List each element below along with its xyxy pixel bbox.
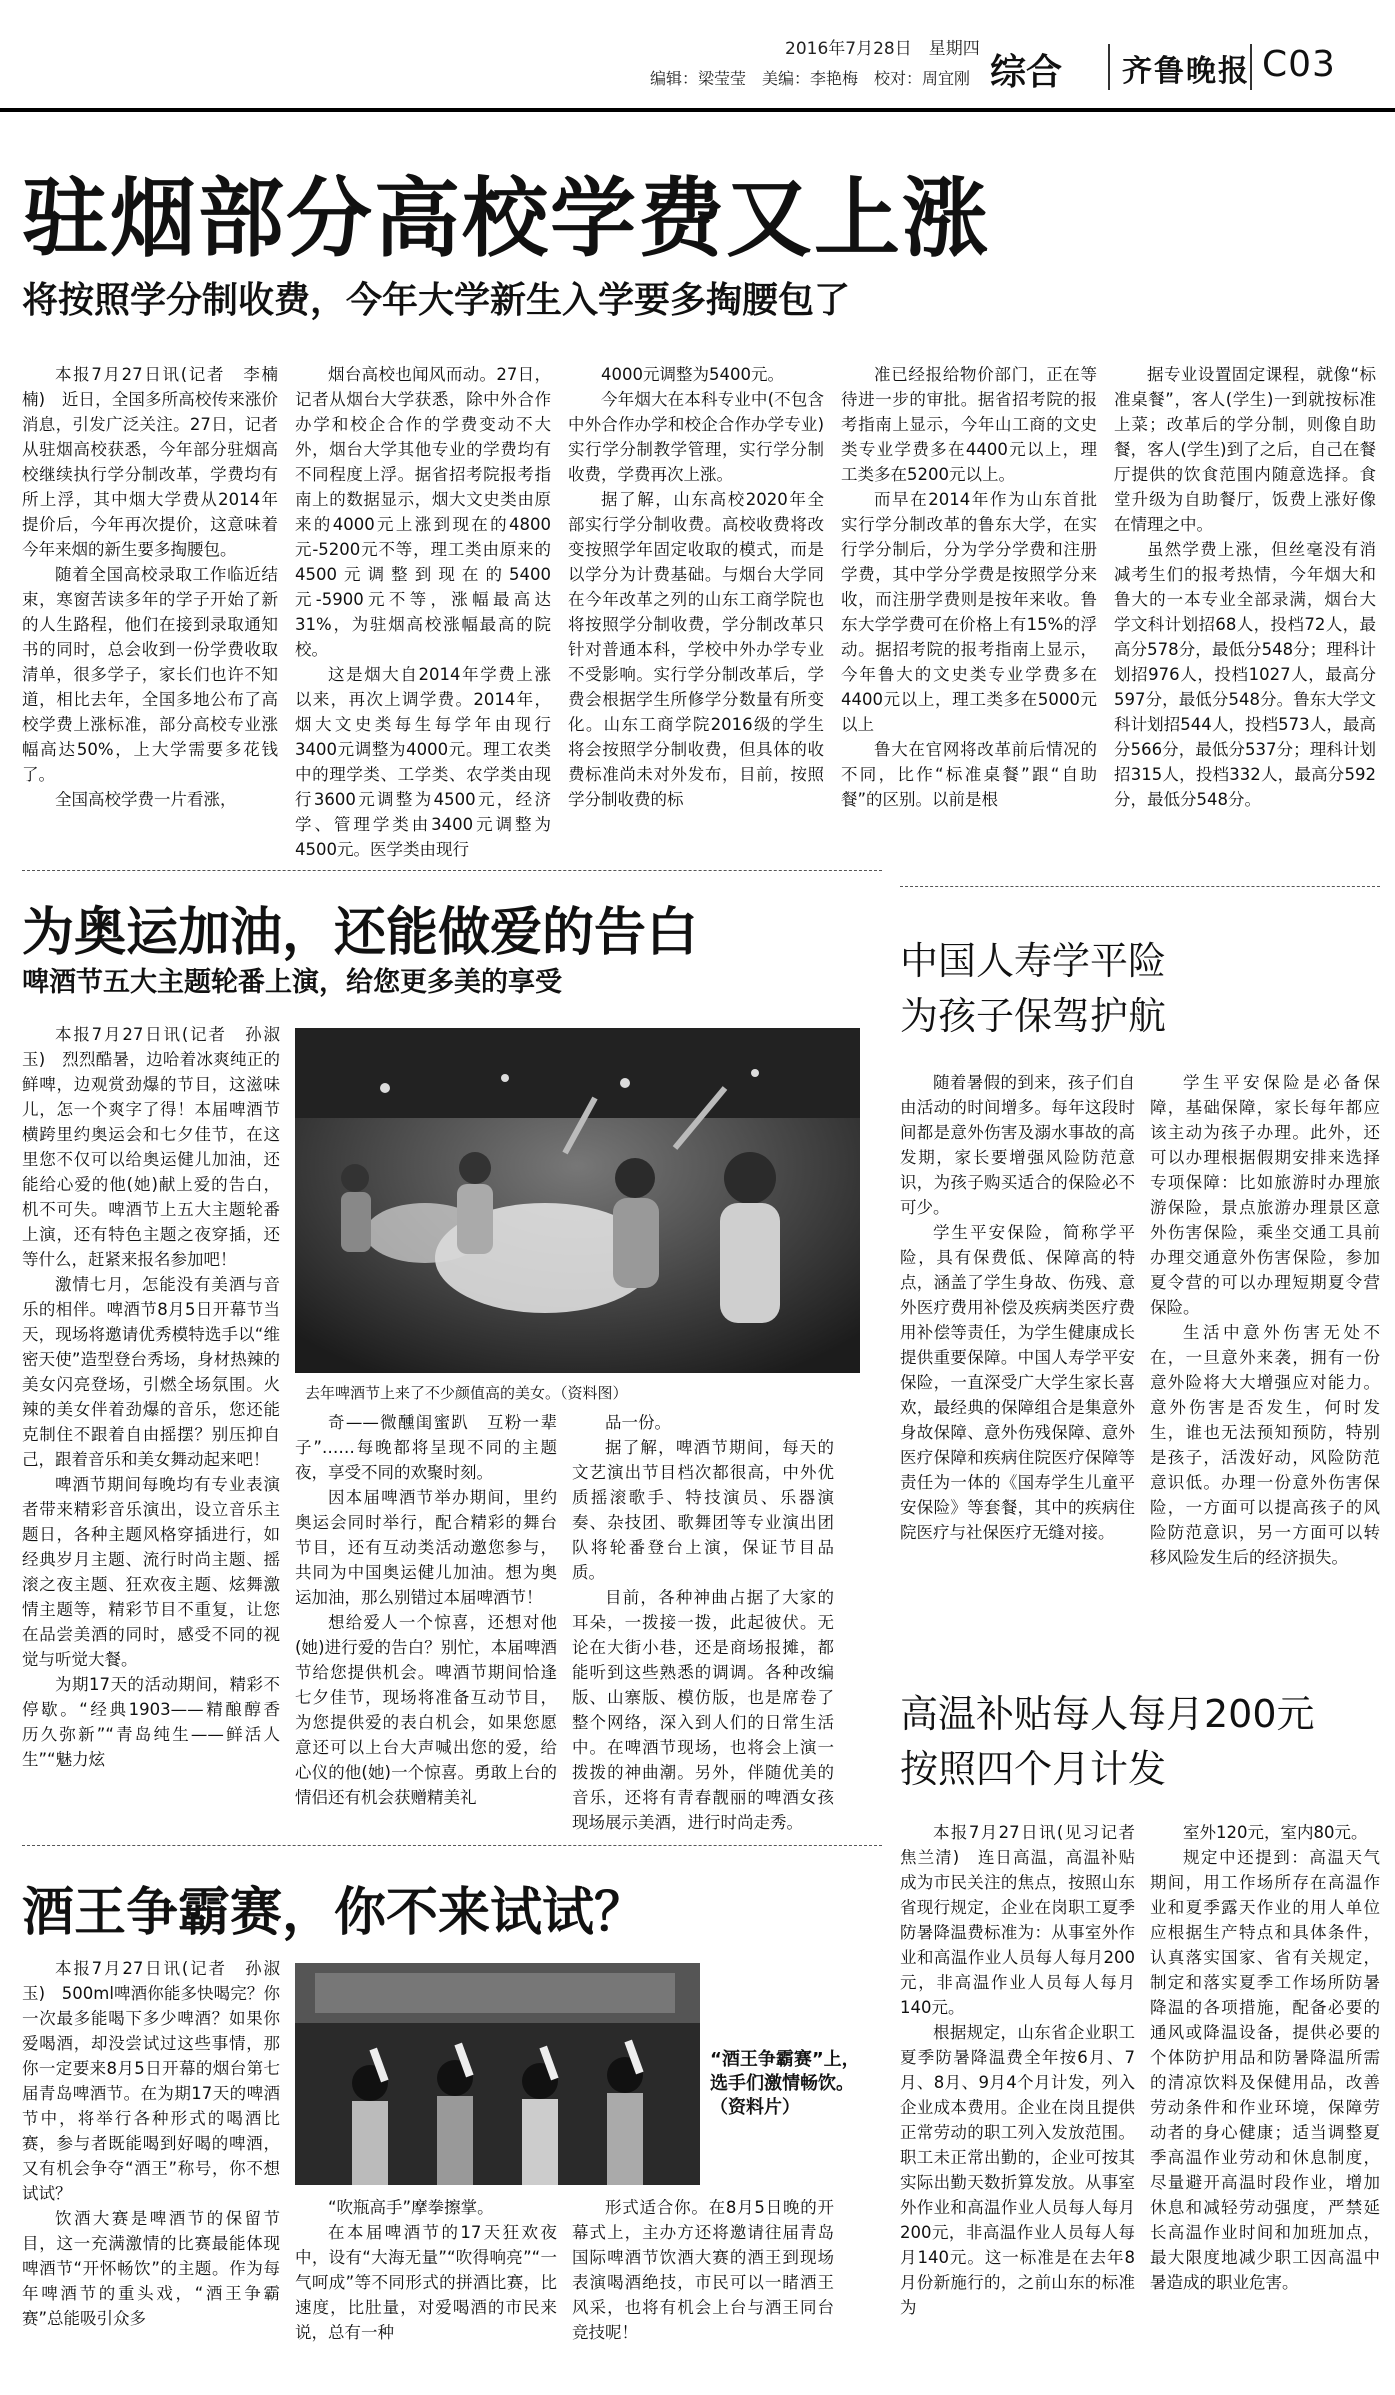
article-paragraph: 据了解，山东高校2020年全部实行学分制收费。高校收费将改变按照学年固定收取的模式，而是以学分为计费基础。与烟台大学同在今年改革之列的山东工商学院也将按照学分制收费，学分制改革只针对普通本科，学校中外办学专业不受影响。实行学分制改革后，学费会根据学生所修学分数量有所变化。山东工商学院2016级的学生将会按照学分制收费，但具体的收费标准尚未对外发布，目前，按照学分制收费的标	[568, 490, 824, 809]
header-divider	[1250, 44, 1252, 90]
article-paragraph: 形式适合你。在8月5日晚的开幕式上，主办方还将邀请往届青岛国际啤酒节饮酒大赛的酒王到现场表演喝酒绝技，市民可以一睹酒王风采，也将有机会上台与酒王同台竞技呢！	[572, 2198, 834, 2342]
photo-caption: “酒王争霸赛”上，选手们激情畅饮。（资料片）	[710, 2049, 860, 2118]
article-paragraph: 今年烟大在本科专业中(不包含中外合作办学和校企合作办学专业)实行学分制教学管理，实行学分制收费，学费再次上涨。	[568, 390, 824, 484]
article-subheadline: 啤酒节五大主题轮番上演，给您更多美的享受	[22, 967, 562, 998]
editor-credits: 编辑：梁莹莹 美编：李艳梅 校对：周宜刚	[650, 69, 971, 88]
article-subheadline: 将按照学分制收费，今年大学新生入学要多掏腰包了	[22, 280, 851, 321]
issue-date: 2016年7月28日 星期四	[785, 39, 980, 59]
article-column	[22, 1022, 297, 1812]
article-paragraph: 准已经报给物价部门，正在等待进一步的审批。据省招考院的报考指南上显示，今年山工商的文史类专业学费多在4400元以上，理工类多在5200元以上。	[841, 365, 1097, 484]
article-paragraph: 4000元调整为5400元。	[601, 365, 784, 384]
article-headline: 为奥运加油，还能做爱的告白	[22, 903, 699, 963]
article-headline: 酒王争霸赛，你不来试试？	[22, 1883, 647, 1943]
article-paragraph: 饮酒大赛是啤酒节的保留节目，这一充满激情的比赛最能体现啤酒节“开怀畅饮”的主题。作为每年啤酒节的重头戏，“酒王争霸赛”总能吸引众多	[22, 2209, 280, 2328]
header-divider	[1108, 44, 1110, 90]
section-name: 综合	[990, 52, 1063, 93]
article-paragraph: “吹瓶高手”摩拳擦掌。	[328, 2198, 494, 2217]
article-paragraph: 烟台高校也闻风而动。27日，记者从烟台大学获悉，除中外合作办学和校企合作的学费变动不大外，烟台大学其他专业的学费均有不同程度上浮。据省招考院报考指南上的数据显示，烟大文史类由原来的4000元上涨到现在的4800元-5200元不等，理工类由原来的4500元调整到现在的5400元-5900元不等，涨幅最高达31%，为驻烟高校涨幅最高的院校。	[295, 365, 551, 659]
article-paragraph: 生活中意外伤害无处不在，一旦意外来袭，拥有一份意外险将大大增强应对能力。意外伤害是否发生，何时发生，谁也无法预知预防，特别是孩子，活泼好动，风险防范意识低。办理一份意外伤害保险，一方面可以提高孩子的风险防范意识，另一方面可以转移风险发生后的经济损失。	[1150, 1323, 1380, 1567]
article-paragraph: 虽然学费上涨，但丝毫没有消减考生们的报考热情，今年烟大和鲁大的一本专业全部录满，烟台大学文科计划招68人，投档72人，最高分578分，最低分548分；理科计划招976人，投档1027人，最高分597分，最低分548分。鲁东大学文科计划招544人，投档573人，最高分566分，最低分537分；理科计划招315人，投档332人，最高分592分，最低分548分。	[1114, 540, 1376, 809]
article-separator	[22, 870, 882, 871]
crowd-photo-illustration	[295, 1028, 860, 1373]
article-headline: 驻烟部分高校学费又上涨	[22, 169, 990, 269]
contest-photo-illustration	[295, 1963, 700, 2185]
article-paragraph: 本报7月27日讯(记者 孙淑玉) 500ml啤酒你能多快喝完？你一次最多能喝下多少啤酒？如果你爱喝酒，却没尝试过这些事情，那你一定要来8月5日开幕的烟台第七届青岛啤酒节。在为期17天的啤酒节中，将举行各种形式的喝酒比赛，参与者既能喝到好喝的啤酒，又有机会争夺“酒王”称号，你不想试试？	[22, 1959, 280, 2203]
article-paragraph: 而早在2014年作为山东首批实行学分制改革的鲁东大学，在实行学分制后，分为学分学费和注册学费，其中学分学费是按照学分来收，而注册学费则是按年来收。鲁东大学学费可在价格上有15%的浮动。据招考院的报考指南上显示，今年鲁大的文史类专业学费多在4400元以上，理工类多在5000元以上	[841, 490, 1097, 734]
article-paragraph: 本报7月27日讯(记者 孙淑玉) 烈烈酷暑，边哈着冰爽纯正的鲜啤，边观赏劲爆的节目，这滋味儿，怎一个爽字了得！本届啤酒节横跨里约奥运会和七夕佳节，在这里您不仅可以给奥运健儿加油，还能给心爱的他(她)献上爱的告白，机不可失。啤酒节上五大主题轮番上演，还有特色主题之夜穿插，还等什么，赶紧来报名参加吧！	[22, 1025, 280, 1269]
article-paragraph: 据了解，啤酒节期间，每天的文艺演出节目档次都很高，中外优质摇滚歌手、特技演员、乐器演奏、杂技团、歌舞团等专业演出团队将轮番登台上演，保证节目品质。	[572, 1438, 834, 1582]
sidebar-headline: 高温补贴每人每月200元	[900, 1692, 1315, 1736]
article-paragraph: 想给爱人一个惊喜，还想对他(她)进行爱的告白？别忙，本届啤酒节给您提供机会。啤酒节期间恰逢七夕佳节，现场将准备互动节目，为您提供爱的表白机会，如果您愿意还可以上台大声喊出您的爱，给心仪的他(她)一个惊喜。勇敢上台的情侣还有机会获赠精美礼	[295, 1613, 557, 1807]
article-paragraph: 奇——微醺闺蜜趴 互粉一辈子”……每晚都将呈现不同的主题夜，享受不同的欢聚时刻。	[295, 1413, 557, 1482]
header-rule	[0, 108, 1395, 112]
article-column	[22, 1956, 280, 2376]
article-column	[22, 362, 278, 842]
article-column	[900, 1820, 1152, 2375]
article-paragraph: 本报7月27日讯(记者 李楠楠) 近日，全国多所高校传来涨价消息，引发广泛关注。27日，记者从驻烟高校获悉，今年部分驻烟高校继续执行学分制改革，学费均有所上浮，其中烟大学费从2014年提价后，今年再次提价，这意味着今年来烟的新生要多掏腰包。	[22, 365, 278, 559]
article-column	[900, 1070, 1135, 1630]
article-column	[295, 1410, 557, 1810]
article-paragraph: 品一份。	[605, 1413, 671, 1432]
article-column	[295, 2195, 557, 2375]
sidebar-headline: 为孩子保驾护航	[900, 994, 1167, 1038]
article-paragraph: 随着暑假的到来，孩子们自由活动的时间增多。每年这段时间都是意外伤害及溺水事故的高发期，家长要增强风险防范意识，为孩子购买适合的保险必不可少。	[900, 1073, 1135, 1217]
article-paragraph: 学生平安保险是必备保障，基础保障，家长每年都应该主动为孩子办理。此外，还可以办理根据假期安排来选择专项保障：比如旅游时办理旅游保险，景点旅游办理景区意外伤害保险，乘坐交通工具前办理交通意外伤害保险，参加夏令营的可以办理短期夏令营保险。	[1150, 1073, 1380, 1317]
newspaper-logo: 齐鲁晚报	[1122, 54, 1250, 89]
sidebar-headline: 按照四个月计发	[900, 1747, 1167, 1791]
article-column	[295, 362, 551, 859]
article-paragraph: 为期17天的活动期间，精彩不停歇。“经典1903——精酿醇香 历久弥新”“青岛纯生——鲜活人生”“魅力炫	[22, 1675, 297, 1769]
article-separator	[900, 886, 1380, 887]
article-paragraph: 室外120元，室内80元。	[1183, 1823, 1368, 1842]
article-paragraph: 根据规定，山东省企业职工夏季防暑降温费全年按6月、7月、8月、9月4个月计发，列入企业成本费用。企业在岗且提供正常劳动的职工列入发放范围。职工未正常出勤的，企业可按其实际出勤天数折算发放。从事室外作业和高温作业人员每人每月200元，非高温作业人员每人每月140元。这一标准是在去年8月份新施行的，之前山东的标准为	[900, 2023, 1135, 2317]
beer-festival-photo	[295, 1028, 860, 1373]
article-column	[841, 362, 1097, 842]
article-paragraph: 随着全国高校录取工作临近结束，寒窗苦读多年的学子开始了新的人生路程，他们在接到录取通知书的同时，总会收到一份学费收取清单，很多学子，家长们也许不知道，相比去年，全国多地公布了高校学费上涨标准，部分高校专业涨幅高达50%，上大学需要多花钱了。	[22, 565, 278, 784]
article-column	[568, 362, 824, 842]
article-paragraph: 在本届啤酒节的17天狂欢夜中，设有“大海无量”“吹得响亮”“一气呵成”等不同形式的拼酒比赛，比速度，比肚量，对爱喝酒的市民来说，总有一种	[295, 2223, 557, 2342]
sidebar-headline: 中国人寿学平险	[900, 939, 1167, 983]
article-paragraph: 这是烟大自2014年学费上涨以来，再次上调学费。2014年，烟大文史类每生每学年由现行3400元调整为4000元。理工农类中的理学类、工学类、农学类由现行3600元调整为4500元，经济学、管理学类由3400元调整为4500元。医学类由现行	[295, 665, 551, 859]
article-separator	[22, 1845, 882, 1846]
article-paragraph: 鲁大在官网将改革前后情况的不同，比作“标准桌餐”跟“自助餐”的区别。以前是根	[841, 740, 1097, 809]
article-paragraph: 规定中还提到：高温天气期间，用工作场所存在高温作业和夏季露天作业的用人单位应根据生产特点和具体条件，认真落实国家、省有关规定，制定和落实夏季工作场所防暑降温的各项措施，配备必要的通风或降温设备，提供必要的个体防护用品和防暑降温所需的清凉饮料及保健用品，改善劳动条件和作业环境，保障劳动者的身心健康；适当调整夏季高温作业劳动和休息制度，尽量避开高温时段作业，增加休息和减轻劳动强度，严禁延长高温作业时间和加班加点，最大限度地减少职工因高温中暑造成的职业危害。	[1150, 1848, 1380, 2292]
article-column	[1150, 1070, 1380, 1630]
article-column	[1114, 362, 1376, 842]
article-paragraph: 因本届啤酒节举办期间，里约奥运会同时举行，配合精彩的舞台节目，还有互动类活动邀您参与，共同为中国奥运健儿加油。想为奥运加油，那么别错过本届啤酒节！	[295, 1488, 557, 1607]
article-paragraph: 目前，各种神曲占据了大家的耳朵，一拨接一拨，此起彼伏。无论在大街小巷，还是商场报摊，都能听到这些熟悉的调调。各种改编版、山寨版、模仿版，也是席卷了整个网络，深入到人们的日常生活中。在啤酒节现场，也将会上演一拨拨的神曲潮。另外，伴随优美的音乐，还将有青春靓丽的啤酒女孩现场展示美酒，进行时尚走秀。	[572, 1588, 834, 1832]
drinking-contest-photo	[295, 1963, 700, 2185]
article-paragraph: 学生平安保险，简称学平险，具有保费低、保障高的特点，涵盖了学生身故、伤残、意外医疗费用补偿及疾病类医疗费用补偿等责任，为学生健康成长提供重要保障。中国人寿学平安保险，一直深受广大学生家长喜欢，最经典的保障组合是集意外身故保障、意外伤残保障、意外医疗保障和疾病住院医疗保障等责任为一体的《国寿学生儿童平安保险》等套餐，其中的疾病住院医疗与社保医疗无缝对接。	[900, 1223, 1135, 1542]
article-paragraph: 激情七月，怎能没有美酒与音乐的相伴。啤酒节8月5日开幕节当天，现场将邀请优秀模特选手以“维密天使”造型登台秀场，身材热辣的美女闪亮登场，引燃全场氛围。火辣的美女伴着劲爆的音乐，您还能克制住不跟着自由摇摆？别压抑自己，跟着音乐和美女舞动起来吧！	[22, 1275, 280, 1469]
article-paragraph: 全国高校学费一片看涨，	[55, 790, 237, 809]
photo-caption: 去年啤酒节上来了不少颜值高的美女。（资料图）	[305, 1384, 628, 1402]
article-column	[1150, 1820, 1380, 2375]
article-column	[572, 2195, 834, 2375]
page-number: C03	[1262, 44, 1336, 85]
article-paragraph: 本报7月27日讯(见习记者 焦兰清) 连日高温，高温补贴成为市民关注的焦点，按照山东省现行规定，企业在岗职工夏季防暑降温费标准为：从事室外作业和高温作业人员每人每月200元，非高温作业人员每人每月140元。	[900, 1823, 1152, 2017]
article-column	[572, 1410, 834, 1832]
article-paragraph: 据专业设置固定课程，就像“标准桌餐”，客人(学生)一到就按标准上菜；改革后的学分制，则像自助餐，客人(学生)到了之后，自己在餐厅提供的饮食范围内随意选择。食堂升级为自助餐厅，饭费上涨好像在情理之中。	[1114, 365, 1376, 534]
article-paragraph: 啤酒节期间每晚均有专业表演者带来精彩音乐演出，设立音乐主题日，各种主题风格穿插进行，如经典岁月主题、流行时尚主题、摇滚之夜主题、狂欢夜主题、炫舞激情主题等，精彩节目不重复，让您在品尝美酒的同时，感受不同的视觉与听觉大餐。	[22, 1475, 280, 1669]
